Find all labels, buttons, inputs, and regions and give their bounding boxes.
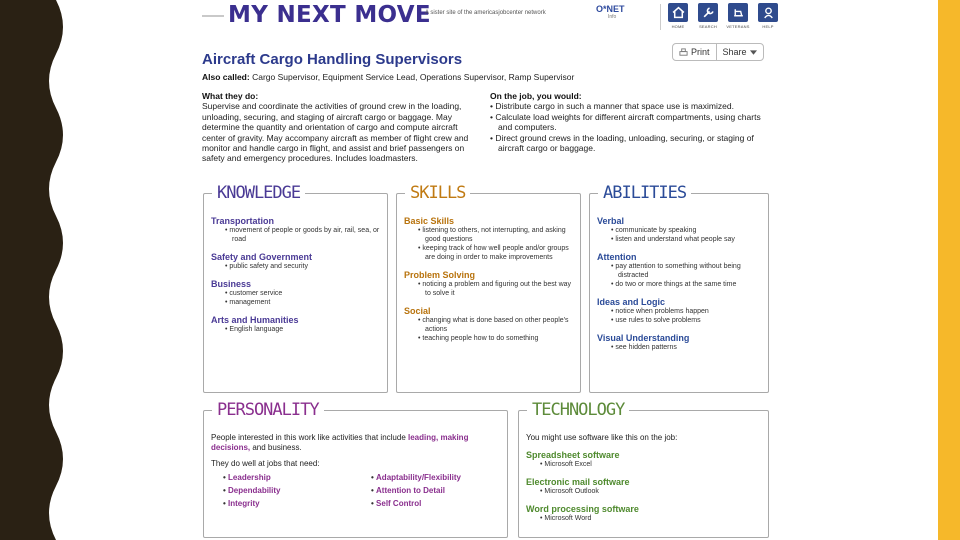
- skills-category: Problem Solving: [404, 270, 476, 280]
- personality-trait: • Adaptability/Flexibility: [371, 471, 511, 484]
- site-tagline: A sister site of the americasjobcenter network: [425, 10, 546, 16]
- knowledge-category: Safety and Government: [211, 252, 313, 262]
- abilities-item: • see hidden patterns: [611, 343, 761, 352]
- abilities-category: Ideas and Logic: [597, 297, 666, 307]
- personality-traits: [223, 471, 500, 510]
- technology-item: • Microsoft Excel: [540, 460, 761, 469]
- nav-help-label: HELP: [762, 24, 774, 29]
- knowledge-item: • management: [225, 298, 380, 307]
- knowledge-item: • English language: [225, 325, 380, 334]
- what-they-do-label: What they do:: [202, 91, 259, 101]
- abilities-item: • do two or more things at the same time: [611, 280, 761, 289]
- technology-category[interactable]: Word processing software: [526, 504, 639, 514]
- skills-category: Social: [404, 306, 431, 316]
- chevron-down-icon: [750, 50, 757, 55]
- abilities-item: • notice when problems happen: [611, 307, 761, 316]
- site-logo[interactable]: MY NEXT MOVE: [228, 2, 431, 28]
- on-the-job: [490, 91, 774, 153]
- also-called-label: Also called:: [202, 72, 250, 82]
- left-decorative-band: [0, 0, 72, 540]
- share-label: Share: [722, 47, 747, 57]
- page-tools: [672, 43, 764, 61]
- technology-item: • Microsoft Word: [540, 514, 761, 523]
- technology-item: • Microsoft Outlook: [540, 487, 761, 496]
- knowledge-item: • customer service: [225, 289, 380, 298]
- job-task: • Distribute cargo in such a manner that space use is maximized.: [490, 101, 774, 111]
- personality-trait: • Dependability: [223, 484, 363, 497]
- knowledge-item: • movement of people or goods by air, rail, sea, or road: [225, 226, 380, 244]
- onet-logo-sub: Info: [608, 14, 617, 20]
- personality-intro-pre: People interested in this work like activities that include: [211, 433, 408, 442]
- share-button[interactable]: [716, 44, 763, 60]
- personality-intro-post: and business.: [250, 443, 302, 452]
- also-called-text: Cargo Supervisor, Equipment Service Lead, Operations Supervisor, Ramp Supervisor: [252, 72, 575, 82]
- abilities-item: • listen and understand what people say: [611, 235, 761, 244]
- veterans-icon: [732, 6, 745, 19]
- on-the-job-label: On the job, you would:: [490, 91, 582, 101]
- skills-panel: [396, 183, 581, 393]
- nav-veterans[interactable]: [726, 3, 750, 29]
- onet-logo[interactable]: [596, 4, 625, 20]
- onet-logo-text: O*NET: [596, 4, 625, 14]
- technology-header: TECHNOLOGY: [527, 400, 629, 420]
- nav-search[interactable]: [696, 3, 720, 29]
- print-label: Print: [691, 47, 710, 57]
- page-title: Aircraft Cargo Handling Supervisors: [202, 51, 463, 68]
- nav-home[interactable]: [666, 3, 690, 29]
- technology-panel: [518, 400, 769, 538]
- nav-search-label: SEARCH: [699, 24, 717, 29]
- also-called: [202, 72, 574, 82]
- technology-intro: You might use software like this on the job:: [526, 433, 678, 442]
- abilities-item: • communicate by speaking: [611, 226, 761, 235]
- skills-header: SKILLS: [405, 183, 470, 203]
- skills-item: • listening to others, not interrupting, and asking good questions: [418, 226, 573, 244]
- brand-bar: [196, 0, 782, 34]
- personality-trait: • Attention to Detail: [371, 484, 511, 497]
- abilities-item: • pay attention to something without being distracted: [611, 262, 761, 280]
- personality-trait: • Leadership: [223, 471, 363, 484]
- help-icon: [762, 6, 775, 19]
- personality-intro-highlight: leading, making decisions,: [211, 433, 469, 452]
- skills-item: • teaching people how to do something: [418, 334, 573, 343]
- technology-category[interactable]: Electronic mail software: [526, 477, 630, 487]
- home-icon: [672, 6, 685, 19]
- top-nav: [666, 3, 780, 29]
- knowledge-panel: [203, 183, 388, 393]
- job-task: • Calculate load weights for different aircraft compartments, using charts and computers.: [490, 112, 774, 133]
- print-button[interactable]: [673, 44, 716, 60]
- brand-divider: [202, 15, 224, 17]
- knowledge-category: Arts and Humanities: [211, 315, 299, 325]
- knowledge-category: Business: [211, 279, 252, 289]
- nav-help[interactable]: [756, 3, 780, 29]
- right-accent-band: [938, 0, 960, 540]
- personality-header: PERSONALITY: [212, 400, 324, 420]
- skills-item: • noticing a problem and figuring out the best way to solve it: [418, 280, 573, 298]
- nav-divider: [660, 4, 661, 30]
- printer-icon: [679, 48, 688, 57]
- nav-home-label: HOME: [671, 24, 685, 29]
- technology-category[interactable]: Spreadsheet software: [526, 450, 620, 460]
- knowledge-category: Transportation: [211, 216, 275, 226]
- personality-intro: [211, 433, 500, 453]
- personality-trait: • Integrity: [223, 497, 363, 510]
- skills-item: • changing what is done based on other people's actions: [418, 316, 573, 334]
- abilities-item: • use rules to solve problems: [611, 316, 761, 325]
- personality-trait: • Self Control: [371, 497, 511, 510]
- abilities-header: ABILITIES: [598, 183, 691, 203]
- knowledge-header: KNOWLEDGE: [212, 183, 305, 203]
- abilities-category: Attention: [597, 252, 637, 262]
- abilities-category: Verbal: [597, 216, 625, 226]
- personality-subheading: They do well at jobs that need:: [211, 459, 320, 468]
- skills-category: Basic Skills: [404, 216, 455, 226]
- knowledge-item: • public safety and security: [225, 262, 380, 271]
- what-they-do-text: Supervise and coordinate the activities of ground crew in the loading, unloading, securing, and staging of aircraft cargo or baggage. May determine the quantity and orientation of cargo and compute aircraft center of gravity. May accompany aircraft as member of flight crew and monitor and handle cargo in flight, and assist and brief passengers on safety and emergency procedures. Includes loadmasters.: [202, 101, 469, 164]
- skills-item: • keeping track of how well people and/or groups are doing in order to make improvements: [418, 244, 573, 262]
- job-task: • Direct ground crews in the loading, unloading, securing, or staging of aircraft cargo or baggage.: [490, 133, 774, 154]
- personality-panel: [203, 400, 508, 538]
- abilities-panel: [589, 183, 769, 393]
- abilities-category: Visual Understanding: [597, 333, 690, 343]
- career-page: [196, 0, 782, 540]
- tools-icon: [702, 6, 715, 19]
- nav-veterans-label: VETERANS: [726, 24, 750, 29]
- what-they-do: [202, 91, 482, 164]
